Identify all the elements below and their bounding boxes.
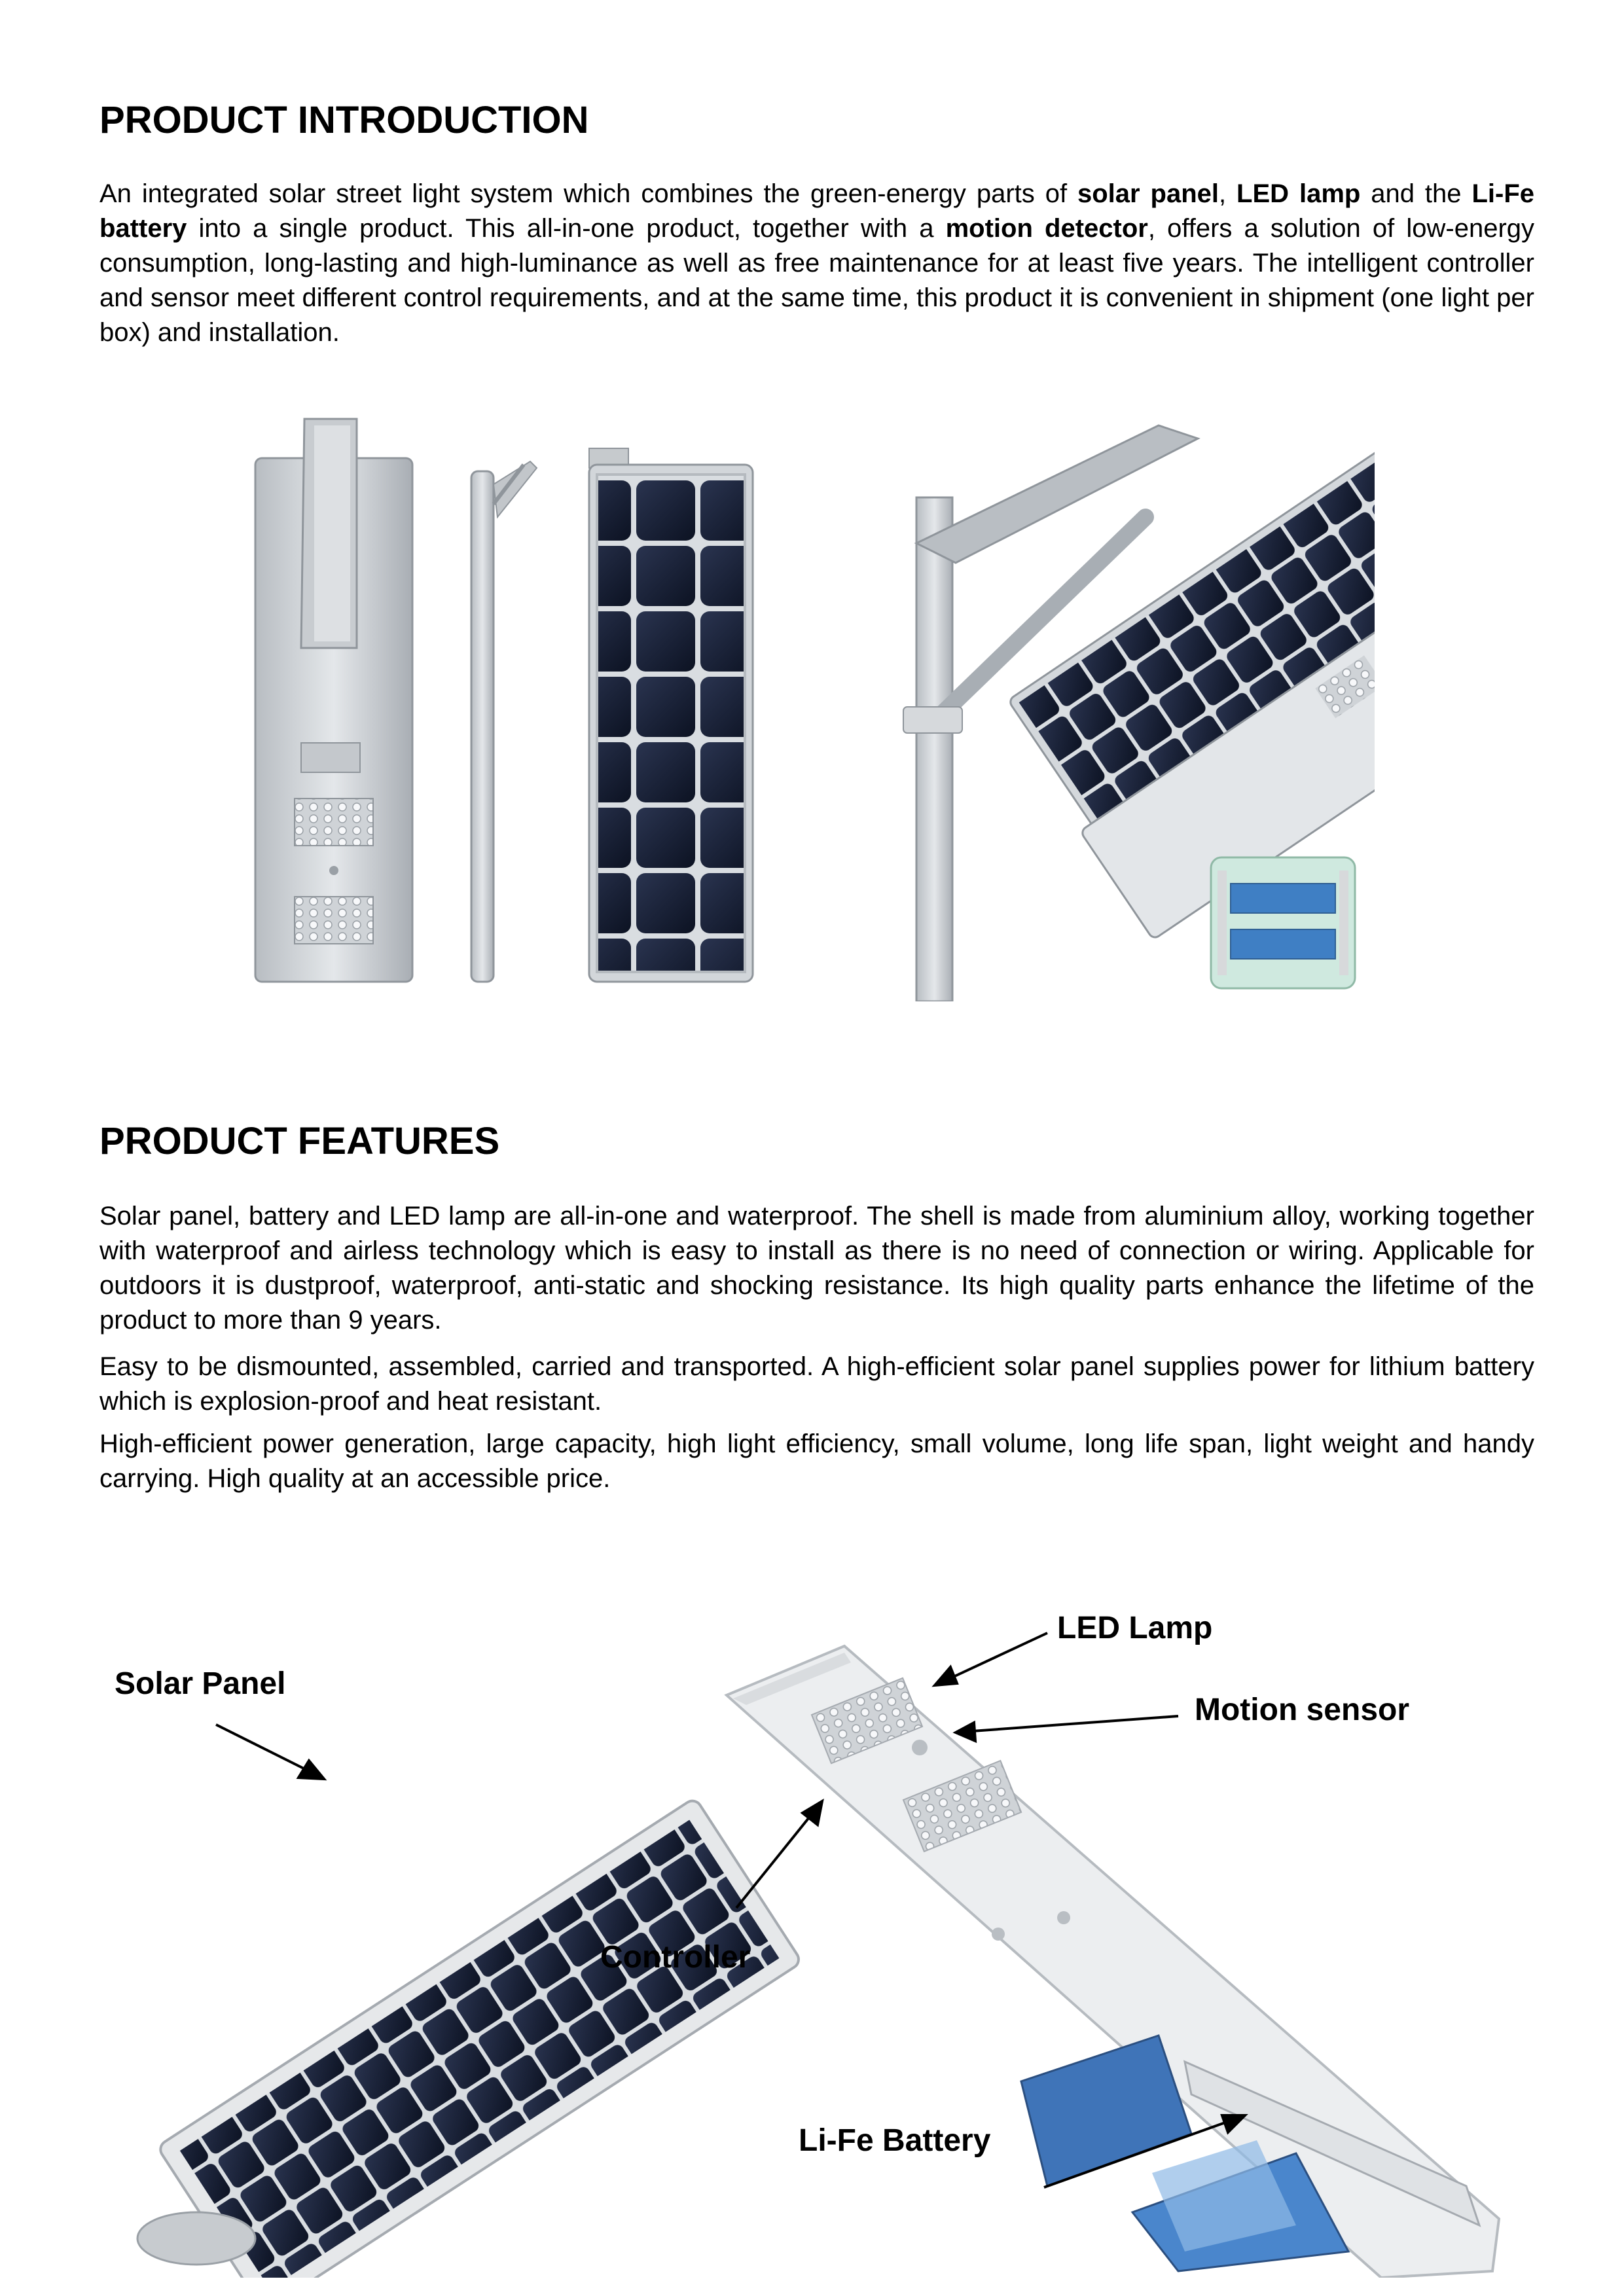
features-paragraph-1: Solar panel, battery and LED lamp are all-in-one and waterproof. The shell is made from aluminium alloy, working together with waterproof and airless technology which is easy to install as there is no need of connection or wiring. Applicable for outdoors it is dustproof, waterproof, anti-static and shocking resistance. Its high quality parts enhance the lifetime of the product to more than 9 years. (99, 1202, 1534, 1335)
intro-heading: PRODUCT INTRODUCTION (99, 99, 589, 141)
label-led-lamp: LED Lamp (1057, 1611, 1213, 1645)
product-views-figure (249, 412, 1375, 1001)
features-paragraph-3: High-efficient power generation, large capacity, high light efficiency, small volume, long life span, light weight and handy carrying. High quality at an accessible price. (99, 1429, 1534, 1493)
features-paragraph-2: Easy to be dismounted, assembled, carried and transported. A high-efficient solar panel supplies power for lithium battery which is explosion-proof and heat resistant. (99, 1352, 1534, 1416)
label-motion-sensor: Motion sensor (1195, 1693, 1410, 1727)
component-diagram (105, 1584, 1545, 2278)
label-controller: Controller (600, 1940, 751, 1975)
features-heading: PRODUCT FEATURES (99, 1120, 500, 1162)
label-li-fe-battery: Li-Fe Battery (799, 2123, 991, 2158)
intro-paragraph: An integrated solar street light system which combines the green-energy parts of solar panel, LED lamp and the Li-Fe battery into a single product. This all-in-one product, together with a motion detector, offers a solution of low-energy consumption, long-lasting and high-luminance as well as free maintenance for at least five years. The intelligent controller and sensor meet different control requirements, and at the same time, this product it is convenient in shipment (one light per box) and installation. (99, 179, 1535, 347)
label-solar-panel: Solar Panel (115, 1666, 286, 1701)
